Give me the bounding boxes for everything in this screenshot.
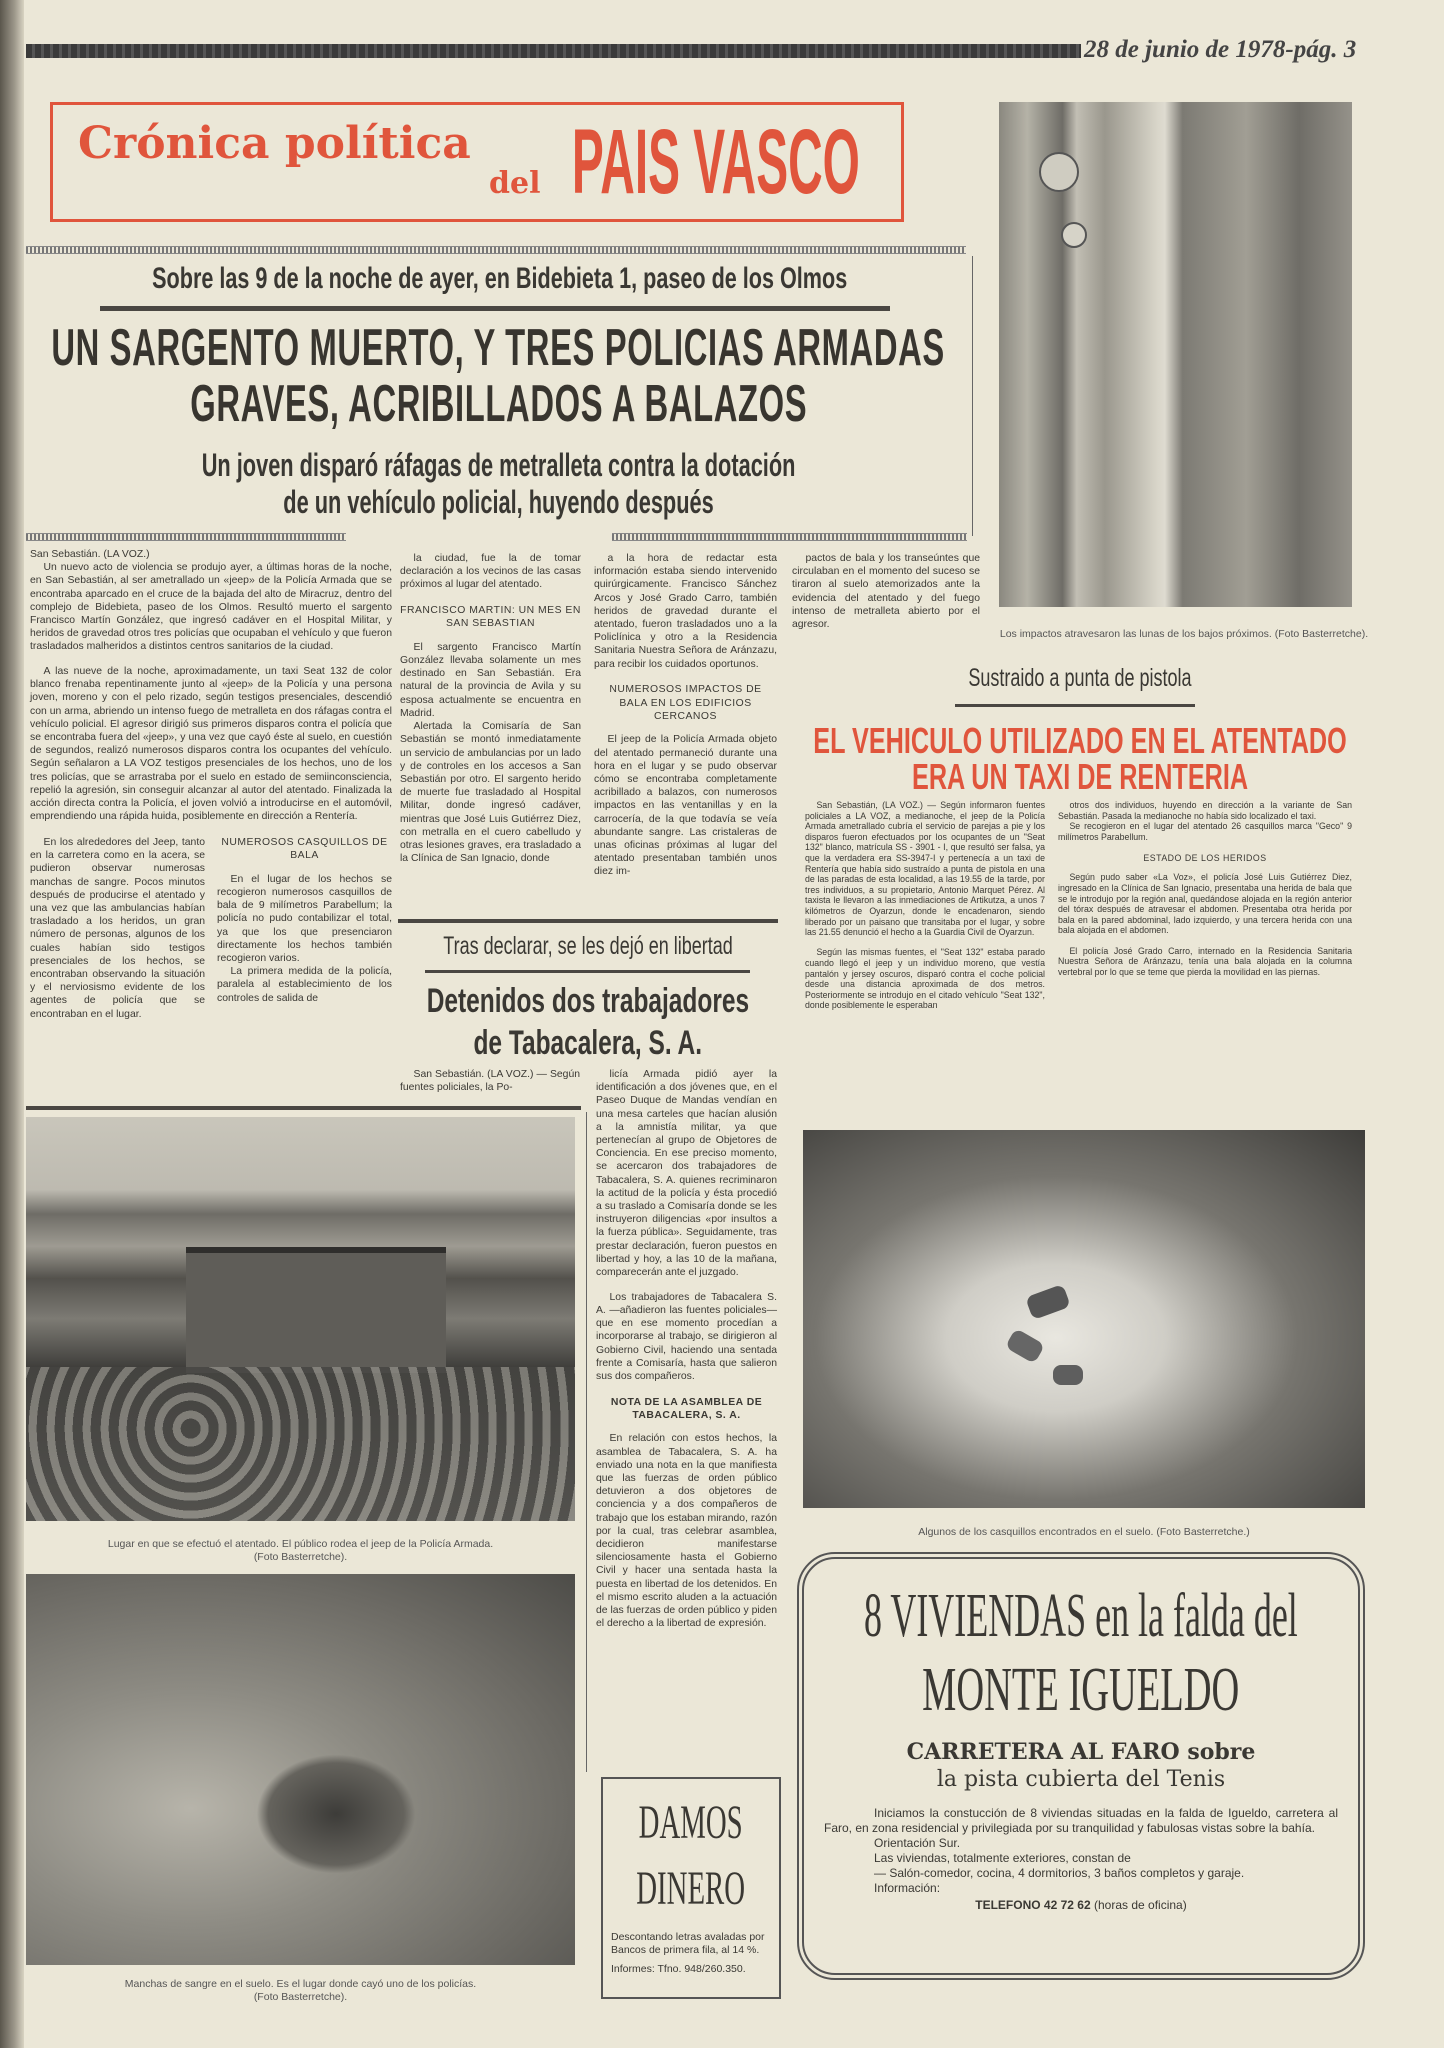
bullet-casing-mark <box>1005 1328 1045 1364</box>
main-story-column-1 <box>30 548 392 1100</box>
photo-crowd-at-scene <box>26 1117 575 1521</box>
paragraph: Según las mismas fuentes, el "Seat 132" estaba parado cuando llegó el jeep y un individuo moreno, que vestía pantalón y jersey oscuros, disparó contra el coche policial desde una distancia aproximada de dos metros. Posteriormente se introdujo en el citado vehículo "Seat 132", donde posiblemente le esperaban <box>805 947 1045 1011</box>
ad-subtitle-line2: la pista cubierta del Tenis <box>936 1767 1226 1792</box>
paragraph: A las nueve de la noche, aproximadamente, un taxi Seat 132 de color blanco frenaba repentinamente junto al «jeep» de la Policía y una persona joven, moreno y con el pelo rizado, según testigos presenciales, descendió con un arma, abriendo un intenso fuego de metralleta en dos ráfagas contra el vehículo policial. El agresor dirigió sus primeros disparos contra el policía que se encontraba fuera del «jeep», y una vez que cayó éste al suelo, en cuestión de segundos, realizó numerosos disparos contra los ocupantes del vehículo. Según señalaron a LA VOZ testigos presenciales de los hechos, uno de los tres policías, que se arrastraba por el suelo en estado de semiinconsciencia, repelió la agresión, sin conseguir alcanzar al autor del atentado. Finalizada la acción directa contra la Policía, el joven volvió a introducirse en el automóvil, emprendiendo una rápida huida, posiblemente en dirección a Rentería. <box>30 666 392 823</box>
ad-damos-line1: DAMOS <box>638 1796 744 1849</box>
building-shape <box>186 1247 446 1373</box>
bullet-casing-mark <box>1053 1365 1083 1385</box>
tabacalera-column <box>596 1068 777 1768</box>
photo-caption-window: Los impactos atravesaron las lunas de los bajos próximos. (Foto Basterretche). <box>999 628 1369 640</box>
divider <box>398 919 778 923</box>
page-binding-edge <box>0 0 24 2048</box>
subheading: ESTADO DE LOS HERIDOS <box>1143 852 1267 863</box>
main-story-column-4 <box>792 552 980 662</box>
paragraph: El policía José Grado Carro, internado en la Residencia Sanitaria Nuestra Señora de Aránzazu, tenía una bala alojada en la columna vertebral por lo que se teme que pierda la movilidad en las piernas. <box>1058 945 1352 977</box>
ad-damos-contact: Informes: Tfno. 948/260.350. <box>611 1963 746 1975</box>
paragraph: licía Armada pidió ayer la identificación a dos jóvenes que, en el Paseo Duque de Mandas vendían en una mesa carteles que hacían alusión a la amnistía militar, ya que pertenecían al grupo de Objetores de Conciencia. En ese preciso momento, se acercaron dos trabajadores de Tabacalera, S. A. quienes recriminaron la actitud de la policía y ésta procedió a su traslado a Comisaría donde se les instruyeron diligencias «por insultos a la fuerza pública». Seguidamente, tras prestar declaración, fueron puestos en libertad y hoy, a las 10 de la mañana, comparecerán ante el juzgado. <box>596 1069 777 1279</box>
ad-damos-body: Descontando letras avaladas por Bancos de primera fila, al 14 %. <box>611 1931 765 1956</box>
divider <box>612 533 967 541</box>
dateline: San Sebastián. (LA VOZ.) <box>30 549 150 560</box>
divider <box>586 1112 587 1772</box>
main-headline-line1: UN SARGENTO MUERTO, Y TRES POLICIAS ARMADAS <box>51 319 946 377</box>
paragraph: San Sebastián, (LA VOZ.) — Según informaron fuentes policiales a LA VOZ, a medianoche, el jeep de la Policía Armada ametrallado cubría el servicio de parejas a pie y los disparos fueron efectuados por los ocupantes de un "Seat 132" blanco, matrícula SS - 3901 - I, que resultó ser falsa, ya que la verdadera era SS-3947-I y pertenecía a un taxi de Rentería que había sido sustraído a punta de pistola en una de las paradas de esta localidad, a las 19.55 de la tarde, por tres individuos, a su propietario, Antonio Marquet Pérez. Al taxista le llevaron a las inmediaciones de Artikutza, a unos 7 kilómetros de Oyarzun, donde le encadenaron, siendo liberado por un paisano que transitaba por el lugar, y sobre las 21.55 denunció el hecho a la Guardia Civil de Oyarzun. <box>805 800 1045 938</box>
tabacalera-lead <box>400 1068 580 1102</box>
ad-phone-line <box>804 1898 1358 1913</box>
paragraph: Alertada la Comisaría de San Sebastián se montó inmediatamente un servicio de ambulancias por un lado y de controles en los accesos a San Sebastián por otro. El sargento herido de muerte fue trasladado al Hospital Militar, donde ingresó cadáver, mientras que José Luis Gutiérrez Diez, con metralla en el cuero cabelludo y otras lesiones graves, era trasladado a la Clínica de San Ignacio, donde <box>400 721 581 865</box>
main-story-column-1a <box>30 836 205 1021</box>
ad-hours: (horas de oficina) <box>1094 1898 1187 1912</box>
photo-bullet-holes-window <box>999 102 1352 607</box>
ad-subtitle-line1: CARRETERA AL FARO sobre <box>906 1739 1256 1765</box>
photo-caption-crowd: Lugar en que se efectuó el atentado. El público rodea el jeep de la Policía Armada. (Foto Basterretche). <box>107 1538 494 1563</box>
subheading: NUMEROSOS IMPACTOS DE BALA EN LOS EDIFICIOS CERCANOS <box>609 684 762 722</box>
ad-damos-line2: DINERO <box>636 1862 746 1915</box>
paragraph: La primera medida de la policía, paralela al establecimiento de los controles de salida de <box>217 966 392 1004</box>
tabacalera-headline-line1: Detenidos dos trabajadores <box>426 982 750 1020</box>
main-story-column-2 <box>400 552 581 912</box>
photo-blood-stains <box>26 1574 575 1965</box>
divider <box>425 970 750 973</box>
paragraph: la ciudad, fue la de tomar declaración a los vecinos de las casas próximos al lugar del atentado. <box>400 553 581 591</box>
paragraph: En el lugar de los hechos se recogieron numerosos casquillos de bala de 9 milímetros Parabellum; la policía no pudo contabilizar el total, ya que los que presenciaron directamente los hechos también recogieron varios. <box>217 873 392 964</box>
subheading: NUMEROSOS CASQUILLOS DE BALA <box>221 836 388 862</box>
photo-caption-blood: Manchas de sangre en el suelo. Es el lugar donde cayó uno de los policías. (Foto Basterretche). <box>124 1978 477 2003</box>
divider <box>26 533 346 541</box>
paragraph: otros dos individuos, huyendo en dirección a la variante de San Sebastián. Pasada la medianoche no había sido localizado el taxi. <box>1058 800 1352 821</box>
ad-features: — Salón-comedor, cocina, 4 dormitorios, 3 baños completos y garaje. <box>874 1866 1245 1880</box>
taxi-kicker: Sustraido a punta de pistola <box>968 664 1192 692</box>
bullet-hole-mark <box>1061 222 1087 248</box>
main-headline-line2: GRAVES, ACRIBILLADOS A BALAZOS <box>189 375 808 433</box>
ad-body: Iniciamos la constucción de 8 viviendas situadas en la falda de Igueldo, carretera al Faro, en zona residencial y privilegiada por su tranquilidad y fabulosas vistas sobre la bahía. <box>824 1806 1338 1835</box>
page-date: 28 de junio de 1978-pág. 3 <box>1084 36 1357 63</box>
section-region: PAIS VASCO <box>572 111 860 213</box>
taxi-column-2 <box>1058 800 1352 1122</box>
tabacalera-kicker: Tras declarar, se les dejó en libertad <box>443 932 733 960</box>
crowd-shape <box>26 1367 575 1521</box>
paragraph: a la hora de redactar esta información estaba siendo intervenido quirúrgicamente. Francisco Sánchez Arcos y José Grado Carro, también heridos de gravedad durante el atentado, fueron trasladados uno a la Policlínica y otro a la Residencia Sanitaria Nuestra Señora de Aránzazu, para recibir los cuidados oportunos. <box>594 553 777 670</box>
ad-headline-line2: MONTE IGUELDO <box>922 1656 1240 1724</box>
main-kicker: Sobre las 9 de la noche de ayer, en Bidebieta 1, paseo de los Olmos <box>152 262 848 295</box>
paragraph: En relación con estos hechos, la asamblea de Tabacalera, S. A. ha enviado una nota en la que manifiesta que las fuerzas de orden público detuvieron a dos objetores de conciencia y a dos compañeros de trabajo que los estaban mirando, razón por la cual, tras celebrar asamblea, decidieron manifestarse silenciosamente hasta el Gobierno Civil y hacer una sentada hasta la puesta en libertad de los detenidos. En el mismo escrito aluden a la actuación de las fuerzas de orden público y piden el derecho a la libertad de expresión. <box>596 1433 777 1630</box>
ad-features-intro: Las viviendas, totalmente exteriores, constan de <box>874 1851 1131 1865</box>
ad-phone: TELEFONO 42 72 62 <box>975 1898 1091 1912</box>
taxi-headline-line2: ERA UN TAXI DE RENTERIA <box>911 756 1249 797</box>
main-deck-line1: Un joven disparó ráfagas de metralleta contra la dotación <box>201 447 796 483</box>
paragraph: pactos de bala y los transeúntes que circulaban en el momento del suceso se tiraron al suelo atemorizados ante la evidencia del atentado y del fuego intenso de metralleta abierto por el agresor. <box>792 553 980 631</box>
paragraph: En los alrededores del Jeep, tanto en la carretera como en la acera, se pudieron observar numerosas manchas de sangre. Pocos minutos después de producirse el atentado y una vez que las ambulancias habían trasladado a los heridos, un gran número de personas, algunos de los cuales habían sido testigos presenciales de los hechos, se encontraban observando la situación y el nerviosismo evidente de los agentes de policía que se encontraban en el lugar. <box>30 836 205 1020</box>
section-title-del: del <box>489 166 541 201</box>
paragraph: Según pudo saber «La Voz», el policía José Luis Gutiérrez Diez, ingresado en la Clínica de San Ignacio, presentaba una herida de bala que se le introdujo por la región anal, quedándose alojada en la región anterior del tórax después de atravesar el abdomen. Presentaba otra herida por bala en la pared abdominal, lado izquierdo, y una tercera herida con una bala alojada en el abdomen. <box>1058 872 1352 936</box>
ad-damos-dinero <box>601 1777 781 1999</box>
paragraph: El sargento Francisco Martín González llevaba solamente un mes destinado en San Sebastián. Era natural de la provincia de Avila y su esposa actualmente se encuentra en Madrid. <box>400 641 581 719</box>
taxi-column-1 <box>805 800 1045 1122</box>
subheading: NOTA DE LA ASAMBLEA DE TABACALERA, S. A. <box>610 1396 763 1421</box>
taxi-headline-line1: EL VEHICULO UTILIZADO EN EL ATENTADO <box>813 720 1347 761</box>
divider <box>26 246 966 254</box>
blood-stain-shape <box>256 1754 416 1874</box>
tabacalera-headline-line2: de Tabacalera, S. A. <box>473 1024 703 1062</box>
paragraph: Se recogieron en el lugar del atentado 26 casquillos marca "Geco" 9 milímetros Parabellum. <box>1058 821 1352 842</box>
paragraph: El jeep de la Policía Armada objeto del atentado permaneció durante una hora en el lugar y se pudo observar cómo se encontraba completamente acribillado a balazos, con numerosos impactos en las ventanillas y en la carrocería, de la que todavía se veía abundante sangre. Las cristaleras de unas oficinas próximas al lugar del atentado presentaban también unos diez im- <box>594 734 777 878</box>
paragraph: San Sebastián. (LA VOZ.) — Según fuentes policiales, la Po- <box>400 1069 580 1094</box>
main-story-column-1b <box>217 836 392 1021</box>
divider <box>972 256 973 536</box>
paragraph: Los trabajadores de Tabacalera S. A. —añadieron las fuentes policiales— que en ese momento procedían a incorporarse al trabajo, se dirigieron al Gobierno Civil, haciendo una sentada frente a Comisaría, hasta que salieron sus dos compañeros. <box>596 1291 777 1382</box>
masthead-rule <box>26 44 1081 58</box>
photo-casings-in-hand <box>803 1130 1365 1508</box>
main-story-column-1-lower <box>30 836 392 1021</box>
divider <box>955 704 1195 707</box>
ad-orientation: Orientación Sur. <box>874 1836 961 1850</box>
bullet-hole-mark <box>1039 152 1079 192</box>
main-deck-line2: de un vehículo policial, huyendo después <box>283 484 714 520</box>
section-title: Crónica política <box>78 118 471 169</box>
main-story-column-3 <box>594 552 777 912</box>
photo-caption-casings: Algunos de los casquillos encontrados en el suelo. (Foto Basterretche.) <box>918 1526 1250 1538</box>
ad-info-label: Información: <box>874 1881 941 1895</box>
divider <box>26 1106 581 1110</box>
subheading: FRANCISCO MARTIN: UN MES EN SAN SEBASTIAN <box>400 605 581 630</box>
divider <box>100 306 890 311</box>
bullet-casing-mark <box>1025 1284 1071 1320</box>
ad-headline-line1: 8 VIVIENDAS en la falda del <box>864 1582 1298 1650</box>
ad-viviendas-igueldo <box>797 1552 1365 1980</box>
paragraph: Un nuevo acto de violencia se produjo ayer, a últimas horas de la noche, en San Sebastián, al ser ametrallado un «jeep» de la Policía Armada que se encontraba aparcado en el cruce de la bajada del alto de Miracruz, dentro del complejo de Bidebieta, paseo de los Olmos. Resultó muerto el sargento Francisco Martín González, que ingresó cadáver en el Hospital Militar, y heridos de gravedad otros tres policías que ocupaban el vehículo y que fueron trasladados malheridos a distintos centros sanitarios de la ciudad. <box>30 562 392 653</box>
